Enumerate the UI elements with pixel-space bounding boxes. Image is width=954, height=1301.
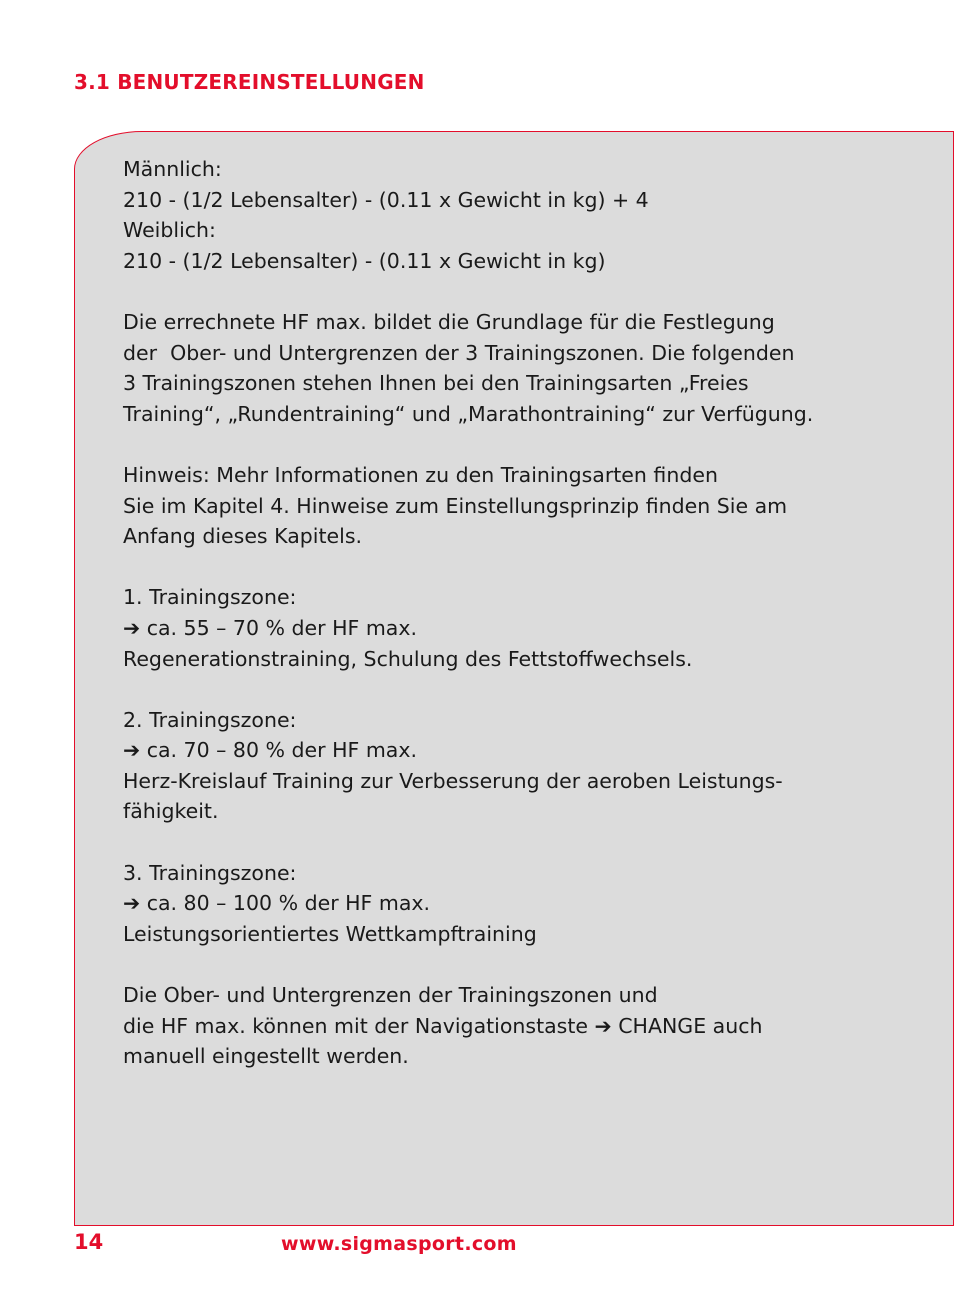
- text-line: 3 Trainingszonen stehen Ihnen bei den Trainingsarten „Freies: [123, 371, 749, 396]
- text-line: Die Ober- und Untergrenzen der Trainingszonen und: [123, 983, 658, 1008]
- zone-1-range: ➔ ca. 55 – 70 % der HF max.: [123, 615, 417, 640]
- text-line: die HF max. können mit der Navigationstaste ➔ CHANGE auch: [123, 1013, 763, 1038]
- zone-2-description: Herz-Kreislauf Training zur Verbesserung der aeroben Leistungs-: [123, 768, 783, 793]
- blank-line: [123, 949, 883, 980]
- zone-1-description: Regenerationstraining, Schulung des Fettstoffwechsels.: [123, 646, 693, 671]
- blank-line: [123, 276, 883, 307]
- zone-3-heading: 3. Trainingszone:: [123, 860, 297, 885]
- text-line: Sie im Kapitel 4. Hinweise zum Einstellungsprinzip finden Sie am: [123, 493, 788, 518]
- text-line: Die errechnete HF max. bildet die Grundlage für die Festlegung: [123, 309, 775, 334]
- zone-1-heading: 1. Trainingszone:: [123, 585, 297, 610]
- text-line: manuell eingestellt werden.: [123, 1044, 409, 1069]
- page-number: 14: [74, 1230, 104, 1254]
- zone-2-description: fähigkeit.: [123, 799, 219, 824]
- zone-2-heading: 2. Trainingszone:: [123, 707, 297, 732]
- text-line: Hinweis: Mehr Informationen zu den Trainingsarten finden: [123, 462, 718, 487]
- section-title: 3.1 BENUTZEREINSTELLUNGEN: [74, 70, 425, 94]
- text-line: der Ober- und Untergrenzen der 3 Trainingszonen. Die folgenden: [123, 340, 795, 365]
- formula-male: 210 - (1/2 Lebensalter) - (0.11 x Gewicht in kg) + 4: [123, 187, 649, 212]
- footer-url: www.sigmasport.com: [281, 1233, 517, 1255]
- blank-line: [123, 429, 883, 460]
- text-line: Weiblich:: [123, 218, 216, 243]
- formula-female: 210 - (1/2 Lebensalter) - (0.11 x Gewicht in kg): [123, 248, 606, 273]
- blank-line: [123, 674, 883, 705]
- text-line: Männlich:: [123, 157, 222, 181]
- text-line: Training“, „Rundentraining“ und „Marathontraining“ zur Verfügung.: [123, 401, 814, 426]
- body-text: [123, 154, 883, 1072]
- zone-2-range: ➔ ca. 70 – 80 % der HF max.: [123, 738, 417, 763]
- text-line: Anfang dieses Kapitels.: [123, 524, 363, 549]
- zone-3-range: ➔ ca. 80 – 100 % der HF max.: [123, 891, 431, 916]
- blank-line: [123, 827, 883, 858]
- blank-line: [123, 552, 883, 583]
- zone-3-description: Leistungsorientiertes Wettkampftraining: [123, 921, 537, 946]
